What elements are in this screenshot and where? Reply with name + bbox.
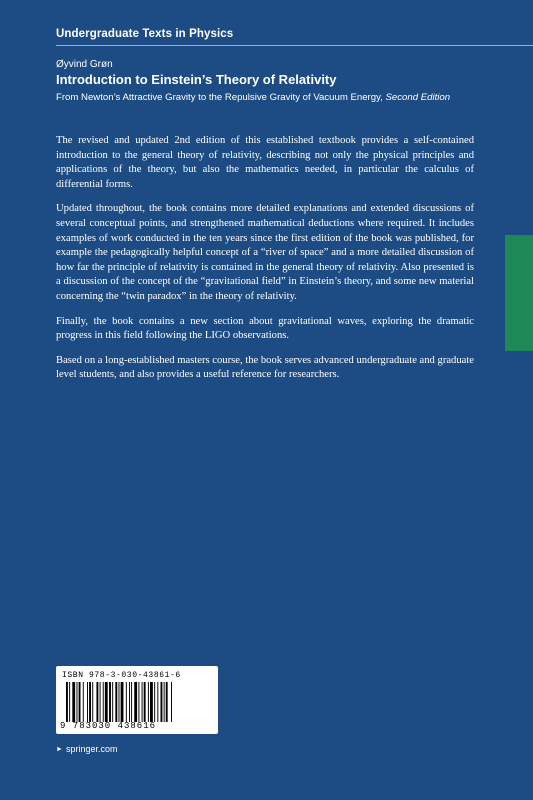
book-title: Introduction to Einstein’s Theory of Relativity [56,72,337,87]
barcode-image [66,682,206,722]
blurb-paragraph: Updated throughout, the book contains more detailed explanations and extended discussions of several conceptual points, and strengthened mathematical deductions where required. It includes examples of work conducted in the ten years since the first edition of the book was published, for example the pedagogically helpful concept of a “river of space” and a more detailed discussion of how far the principle of relativity is contained in the general theory of relativity. Also presented is a discussion of the concept of the “gravitational field” in Einstein’s theory, and some new material concerning the “twin paradox” in the theory of relativity. [56,203,474,302]
blurb-paragraph: Finally, the book contains a new section about gravitational waves, exploring the dramatic progress in this field following the LIGO observations. [56,315,474,342]
series-divider [56,45,533,46]
publisher-link-text: springer.com [65,744,118,754]
book-subtitle [56,92,450,103]
isbn-label: ISBN 978-3-030-43861-6 [62,671,181,680]
author-name: Øyvind Grøn [56,59,113,70]
publisher-link[interactable] [56,744,117,754]
series-title: Undergraduate Texts in Physics [56,28,234,40]
blurb-paragraph: The revised and updated 2nd edition of this established textbook provides a self-contained introduction to the general theory of relativity, describing not only the physical principles and applications of the theory, but also the mathematics needed, in particular the calculus of differential forms. [56,135,474,190]
arrow-right-icon: ► [56,745,63,753]
subtitle-edition: Second Edition [385,92,451,103]
blurb-paragraph: Based on a long-established masters course, the book serves advanced undergraduate and graduate level students, and also provides a useful reference for researchers. [56,354,474,381]
green-side-tab [505,235,533,351]
blurb [56,134,474,393]
subtitle-main: From Newton’s Attractive Gravity to the Repulsive Gravity of Vacuum Energy, [56,92,383,103]
barcode-number: 9 783030 438616 [60,721,157,731]
barcode-panel [56,666,218,734]
